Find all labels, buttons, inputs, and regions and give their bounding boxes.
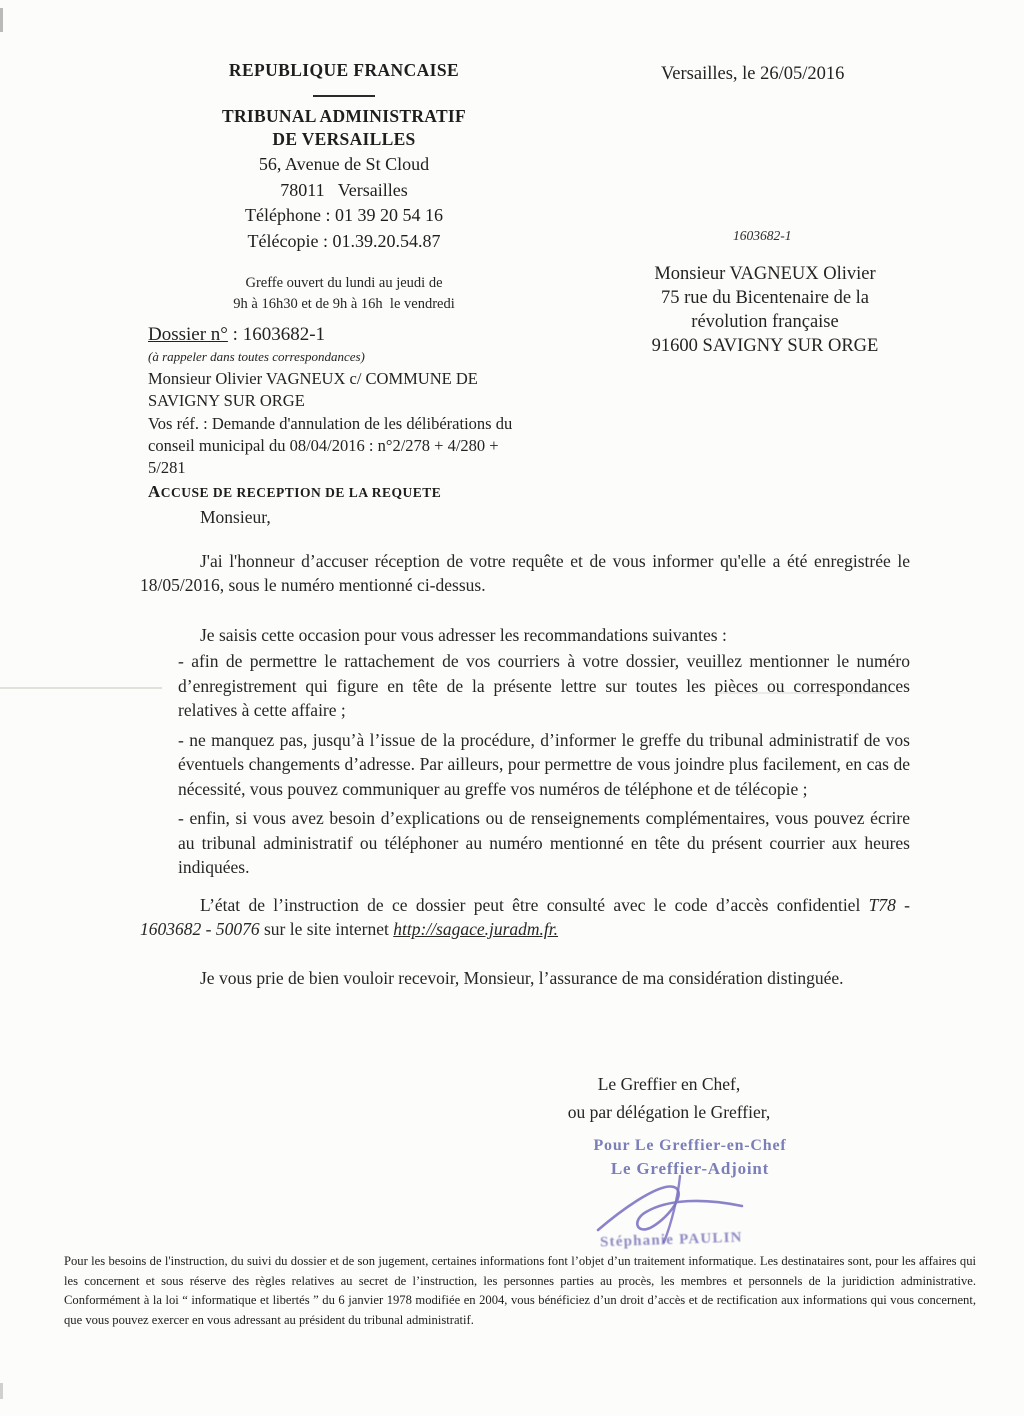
closing-line2: ou par délégation le Greffier, (567, 1102, 771, 1122)
access-code-prefix: L’état de l’instruction de ce dossier peut être consulté avec le code d’accès confidentiel (200, 894, 869, 915)
letter-body (140, 505, 910, 990)
divider-rule (313, 95, 375, 97)
office-hours-line2: 9h à 16h30 et de 9h à 16h le vendredi (233, 295, 455, 312)
republic-title: REPUBLIQUE FRANCAISE (228, 60, 460, 80)
bullet-item-attach-number: - afin de permettre le rattachement de vos courriers à votre dossier, veuillez mentionner le numéro d’enregistrement qui figure en tête de la présente lettre sur toutes les pièces ou correspondances relatives à cette affaire ; (178, 651, 910, 720)
dossier-number-line (148, 324, 530, 346)
signer-name-stamp: Stéphanie PAULIN (599, 1229, 743, 1251)
court-name-line2: DE VERSAILLES (272, 129, 416, 149)
court-city: 78011 Versailles (280, 179, 408, 200)
stamp-line1: Pour Le Greffier-en-Chef (593, 1137, 787, 1154)
body-paragraph-intro: Je saisis cette occasion pour vous adresser les recommandations suivantes : (200, 624, 727, 645)
access-code: T78 - 1603682 - 50076 (140, 894, 910, 939)
stamp-line2: Le Greffier-Adjoint (610, 1159, 770, 1178)
dossier-note: (à rappeler dans toutes correspondances) (148, 349, 365, 364)
recipient-city: 91600 SAVIGNY SUR ORGE (651, 336, 879, 356)
dossier-label: Dossier n° (148, 324, 228, 345)
scan-artifact (0, 687, 162, 689)
subject-rest: CCUSE DE RECEPTION DE LA REQUETE (160, 485, 442, 500)
recipient-street2: révolution française (691, 312, 839, 332)
court-name-line1: TRIBUNAL ADMINISTRATIF (221, 106, 467, 126)
bullet-item-address-change: - ne manquez pas, jusqu’à l’issue de la procédure, d’informer le greffe du tribunal administratif de vos éventuels changements d’adresse. Par ailleurs, pour permettre de vous joindre plus facilement, en cas de nécessité, vous pouvez communiquer au greffe vos numéros de téléphone et de télécopie ; (178, 729, 910, 799)
recipient-address (612, 262, 918, 358)
privacy-notice: Pour les besoins de l'instruction, du suivi du dossier et de son jugement, certaines informations font l’objet d’un traitement informatique. Les destinataires sont, pour les affaires qui les concernent et sous réserve des règles relatives au secret de l’instruction, les personnes parties au procès, les membres et personnels de la juridiction administrative. Conformément à la loi “ informatique et libertés ” du 6 janvier 1978 modifiée en 2004, vous bénéficiez d’un droit d’accès et de rectification aux informations qui vous concernent, que vous pouvez exercer en vous adressant au président du tribunal administratif. (64, 1254, 976, 1327)
salutation: Monsieur, (200, 507, 271, 527)
recipient-street: 75 rue du Bicentenaire de la (660, 288, 870, 308)
letterhead (148, 60, 540, 314)
body-paragraph-access-code (140, 893, 910, 942)
dossier-block (148, 324, 530, 502)
access-code-middle: sur le site internet (259, 919, 394, 939)
court-street: 56, Avenue de St Cloud (258, 154, 430, 174)
subject-initial: A (148, 482, 161, 501)
closing-block (498, 1070, 840, 1126)
scan-artifact (0, 8, 3, 32)
sagace-url: http://sagace.juradm.fr. (393, 919, 559, 939)
court-phone: Téléphone : 01 39 20 54 16 (245, 205, 443, 225)
case-parties: Monsieur Olivier VAGNEUX c/ COMMUNE DE SAVIGNY SUR ORGE (148, 369, 478, 410)
office-hours-line1: Greffe ouvert du lundi au jeudi de (245, 275, 443, 291)
body-paragraph-valediction: Je vous prie de bien vouloir recevoir, Monsieur, l’assurance de ma considération distinguée. (200, 967, 844, 988)
case-reference: 1603682-1 (733, 228, 792, 243)
dossier-separator: : (227, 324, 243, 345)
closing-line1: Le Greffier en Chef, (597, 1074, 741, 1094)
recipient-name: Monsieur VAGNEUX Olivier (654, 264, 876, 284)
scan-artifact (0, 1383, 3, 1399)
your-reference: Vos réf. : Demande d'annulation de les délibérations du conseil municipal du 08/04/2016 : n°2/278 + 4/280 + 5/281 (148, 414, 513, 477)
bullet-item-contact: - enfin, si vous avez besoin d’explications ou de renseignements complémentaires, vous pouvez écrire au tribunal administratif ou téléphoner au numéro mentionné en tête du présent courrier aux heures indiquées. (178, 808, 910, 877)
body-paragraph-acknowledgement: J'ai l'honneur d’accuser réception de votre requête et de vous informer qu'elle a été enregistrée le 18/05/2016, sous le numéro mentionné ci-dessus. (140, 550, 910, 595)
court-fax: Télécopie : 01.39.20.54.87 (247, 230, 441, 251)
subject-line (148, 482, 530, 502)
dossier-number: 1603682-1 (242, 324, 326, 345)
date-line: Versailles, le 26/05/2016 (661, 64, 845, 84)
